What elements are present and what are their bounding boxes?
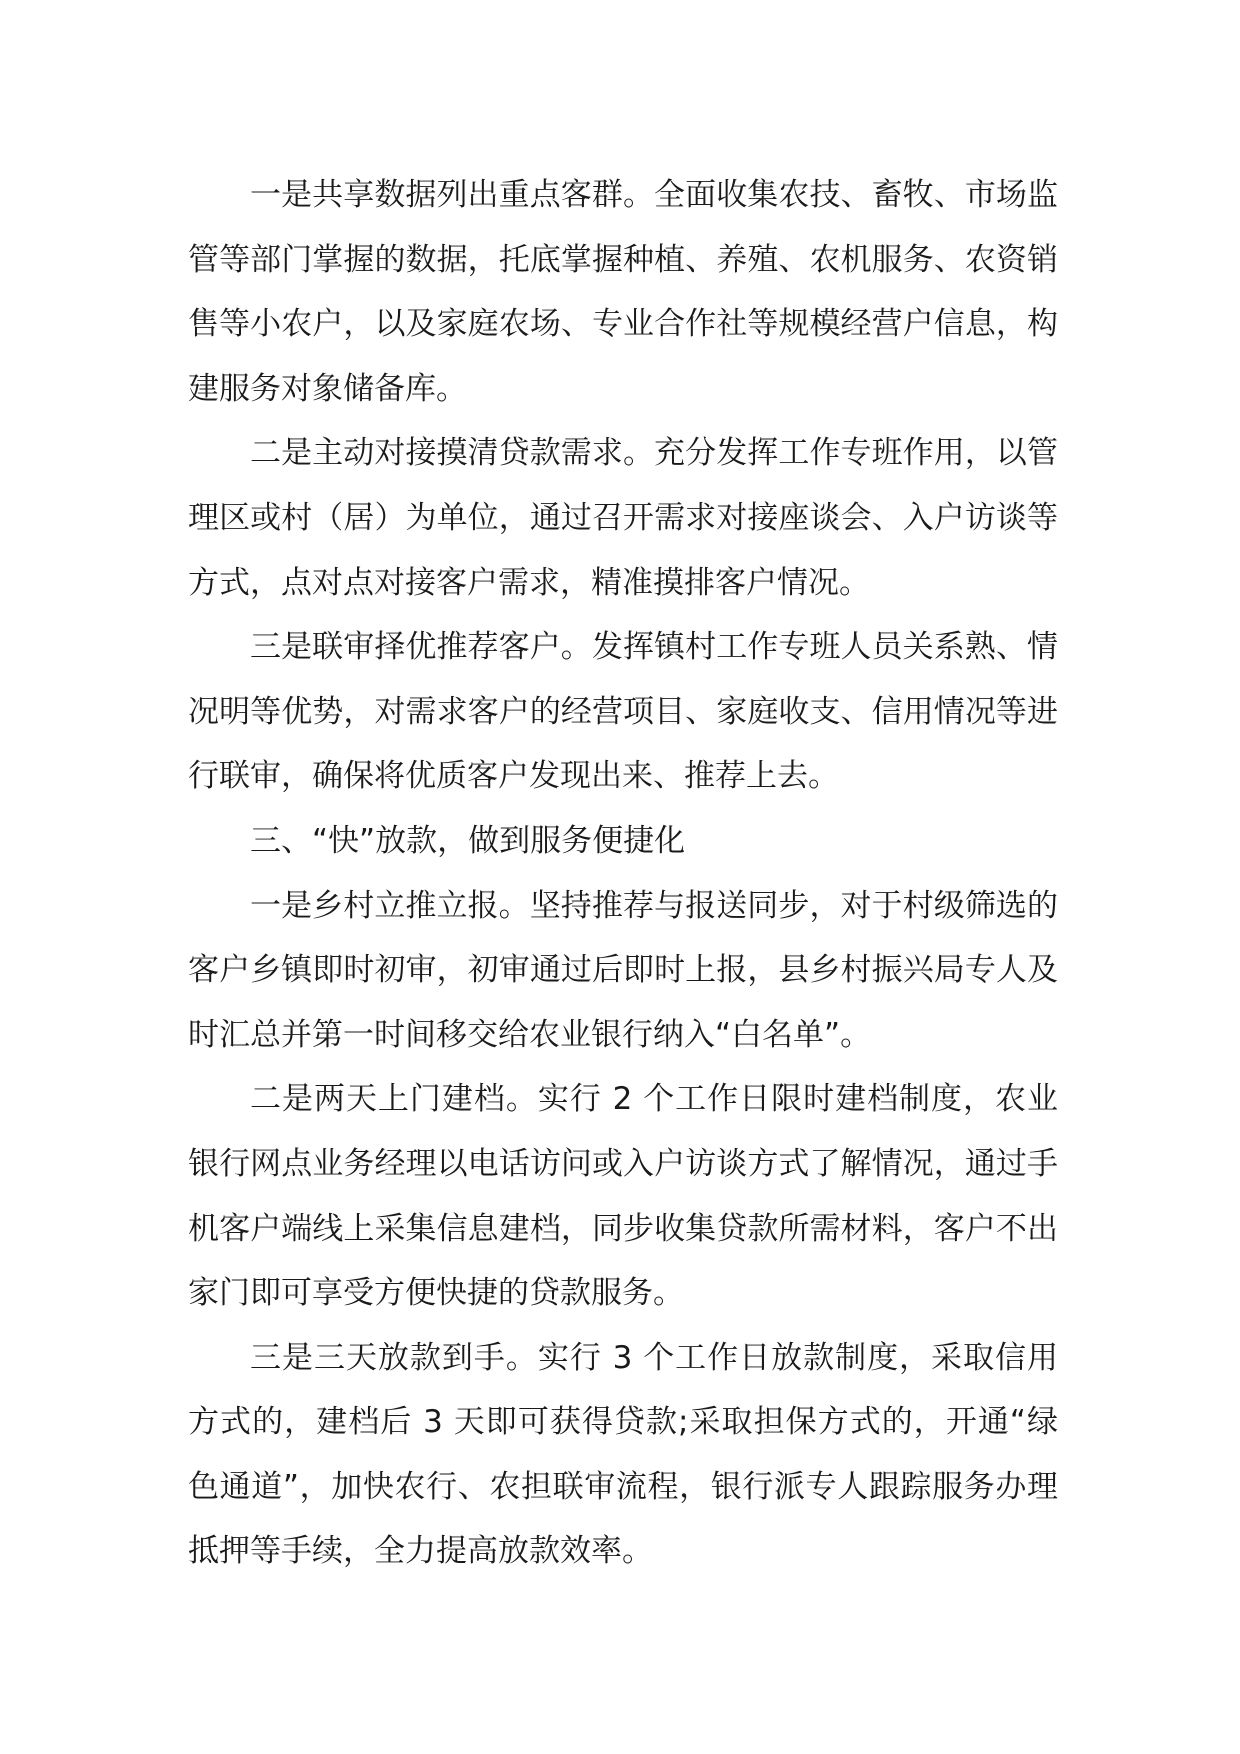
paragraph-loan-demand: 二是主动对接摸清贷款需求。充分发挥工作专班作用，以管理区或村（居）为单位，通过召开需求对接座谈会、入户访谈等方式，点对点对接客户需求，精准摸排客户情况。 [188,435,1058,601]
paragraph-village-report: 一是乡村立推立报。坚持推荐与报送同步，对于村级筛选的客户乡镇即时初审，初审通过后即时上报，县乡村振兴局专人及时汇总并第一时间移交给农业银行纳入“白名单”。 [188,887,1058,1053]
paragraph-three-day-loan: 三是三天放款到手。实行 3 个工作日放款制度，采取信用方式的，建档后 3 天即可获得贷款;采取担保方式的，开通“绿色通道”，加快农行、农担联审流程，银行派专人跟踪服务办理抵押等手续，全力提高放款效率。 [188,1339,1058,1570]
section-heading-fast-loan: 三、“快”放款，做到服务便捷化 [250,822,686,859]
paragraph-key-customers: 一是共享数据列出重点客群。全面收集农技、畜牧、市场监管等部门掌握的数据，托底掌握种植、养殖、农机服务、农资销售等小农户，以及家庭农场、专业合作社等规模经营户信息，构建服务对象储备库。 [188,177,1058,407]
document-body [188,163,1058,1584]
paragraph-joint-review: 三是联审择优推荐客户。发挥镇村工作专班人员关系熟、情况明等优势，对需求客户的经营项目、家庭收支、信用情况等进行联审，确保将优质客户发现出来、推荐上去。 [188,629,1058,795]
paragraph-two-day-filing: 二是两天上门建档。实行 2 个工作日限时建档制度，农业银行网点业务经理以电话访问或入户访谈方式了解情况，通过手机客户端线上采集信息建档，同步收集贷款所需材料，客户不出家门即可享受方便快捷的贷款服务。 [188,1081,1058,1312]
